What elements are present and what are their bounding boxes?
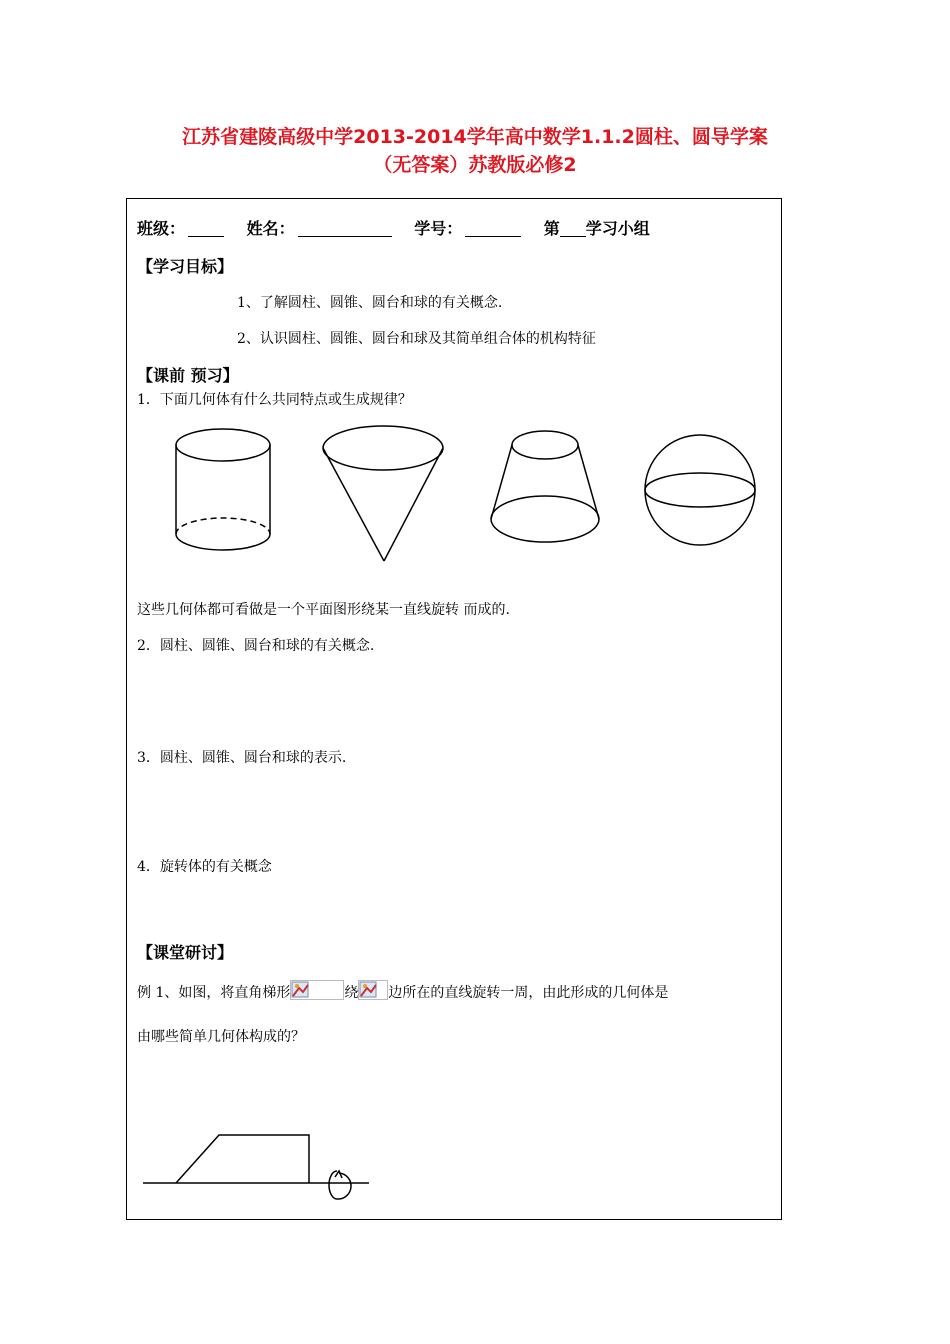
student-id-label: 学号： xyxy=(414,219,463,238)
goals-heading: 【学习目标】 xyxy=(137,257,234,276)
document-title-line1: 江苏省建陵高级中学2013-2014学年高中数学1.1.2圆柱、圆导学案 xyxy=(182,126,768,148)
example-1-text xyxy=(137,980,668,1002)
goal-item-2: 2、认识圆柱、圆锥、圆台和球及其简单组合体的机构特征 xyxy=(237,331,596,347)
student-info-row xyxy=(137,216,650,239)
document-title-line2: （无答案）苏教版必修2 xyxy=(373,154,577,176)
sphere-figure xyxy=(643,433,757,547)
preview-heading: 【课前 预习】 xyxy=(137,366,239,385)
example-1-text-line2: 由哪些简单几何体构成的？ xyxy=(137,1029,305,1045)
class-label: 班级： xyxy=(137,219,186,238)
preview-question-4: 4．旋转体的有关概念 xyxy=(137,859,272,875)
group-blank xyxy=(560,220,586,237)
group-suffix: 学习小组 xyxy=(585,219,650,238)
worksheet-frame xyxy=(126,198,782,1220)
preview-question-1: 1．下面几何体有什么共同特点或生成规律？ xyxy=(137,392,412,408)
student-id-blank xyxy=(465,220,521,237)
cylinder-figure xyxy=(173,427,273,552)
cone-figure xyxy=(321,424,445,564)
example-text-part2: 绕 xyxy=(344,985,359,1001)
class-study-heading: 【课堂研讨】 xyxy=(137,943,234,962)
trapezoid-image-placeholder-icon xyxy=(290,980,344,1000)
preview-answer: 这些几何体都可看做是一个平面图形绕某一直线旋转 而成的. xyxy=(137,602,510,618)
class-blank xyxy=(188,220,224,237)
group-prefix: 第 xyxy=(543,219,560,238)
goal-item-1: 1、了解圆柱、圆锥、圆台和球的有关概念. xyxy=(237,295,503,311)
name-blank xyxy=(298,220,392,237)
frustum-figure xyxy=(487,427,603,545)
example-text-part1: 例 1、如图，将直角梯形 xyxy=(137,985,291,1001)
name-label: 姓名： xyxy=(246,219,295,238)
preview-question-3: 3．圆柱、圆锥、圆台和球的表示. xyxy=(137,750,347,766)
example-text-part3: 边所在的直线旋转一周，由此形成的几何体是 xyxy=(388,985,669,1001)
right-trapezoid-rotation-figure xyxy=(141,1129,371,1209)
preview-question-2: 2．圆柱、圆锥、圆台和球的有关概念. xyxy=(137,638,375,654)
edge-image-placeholder-icon xyxy=(358,980,388,1000)
